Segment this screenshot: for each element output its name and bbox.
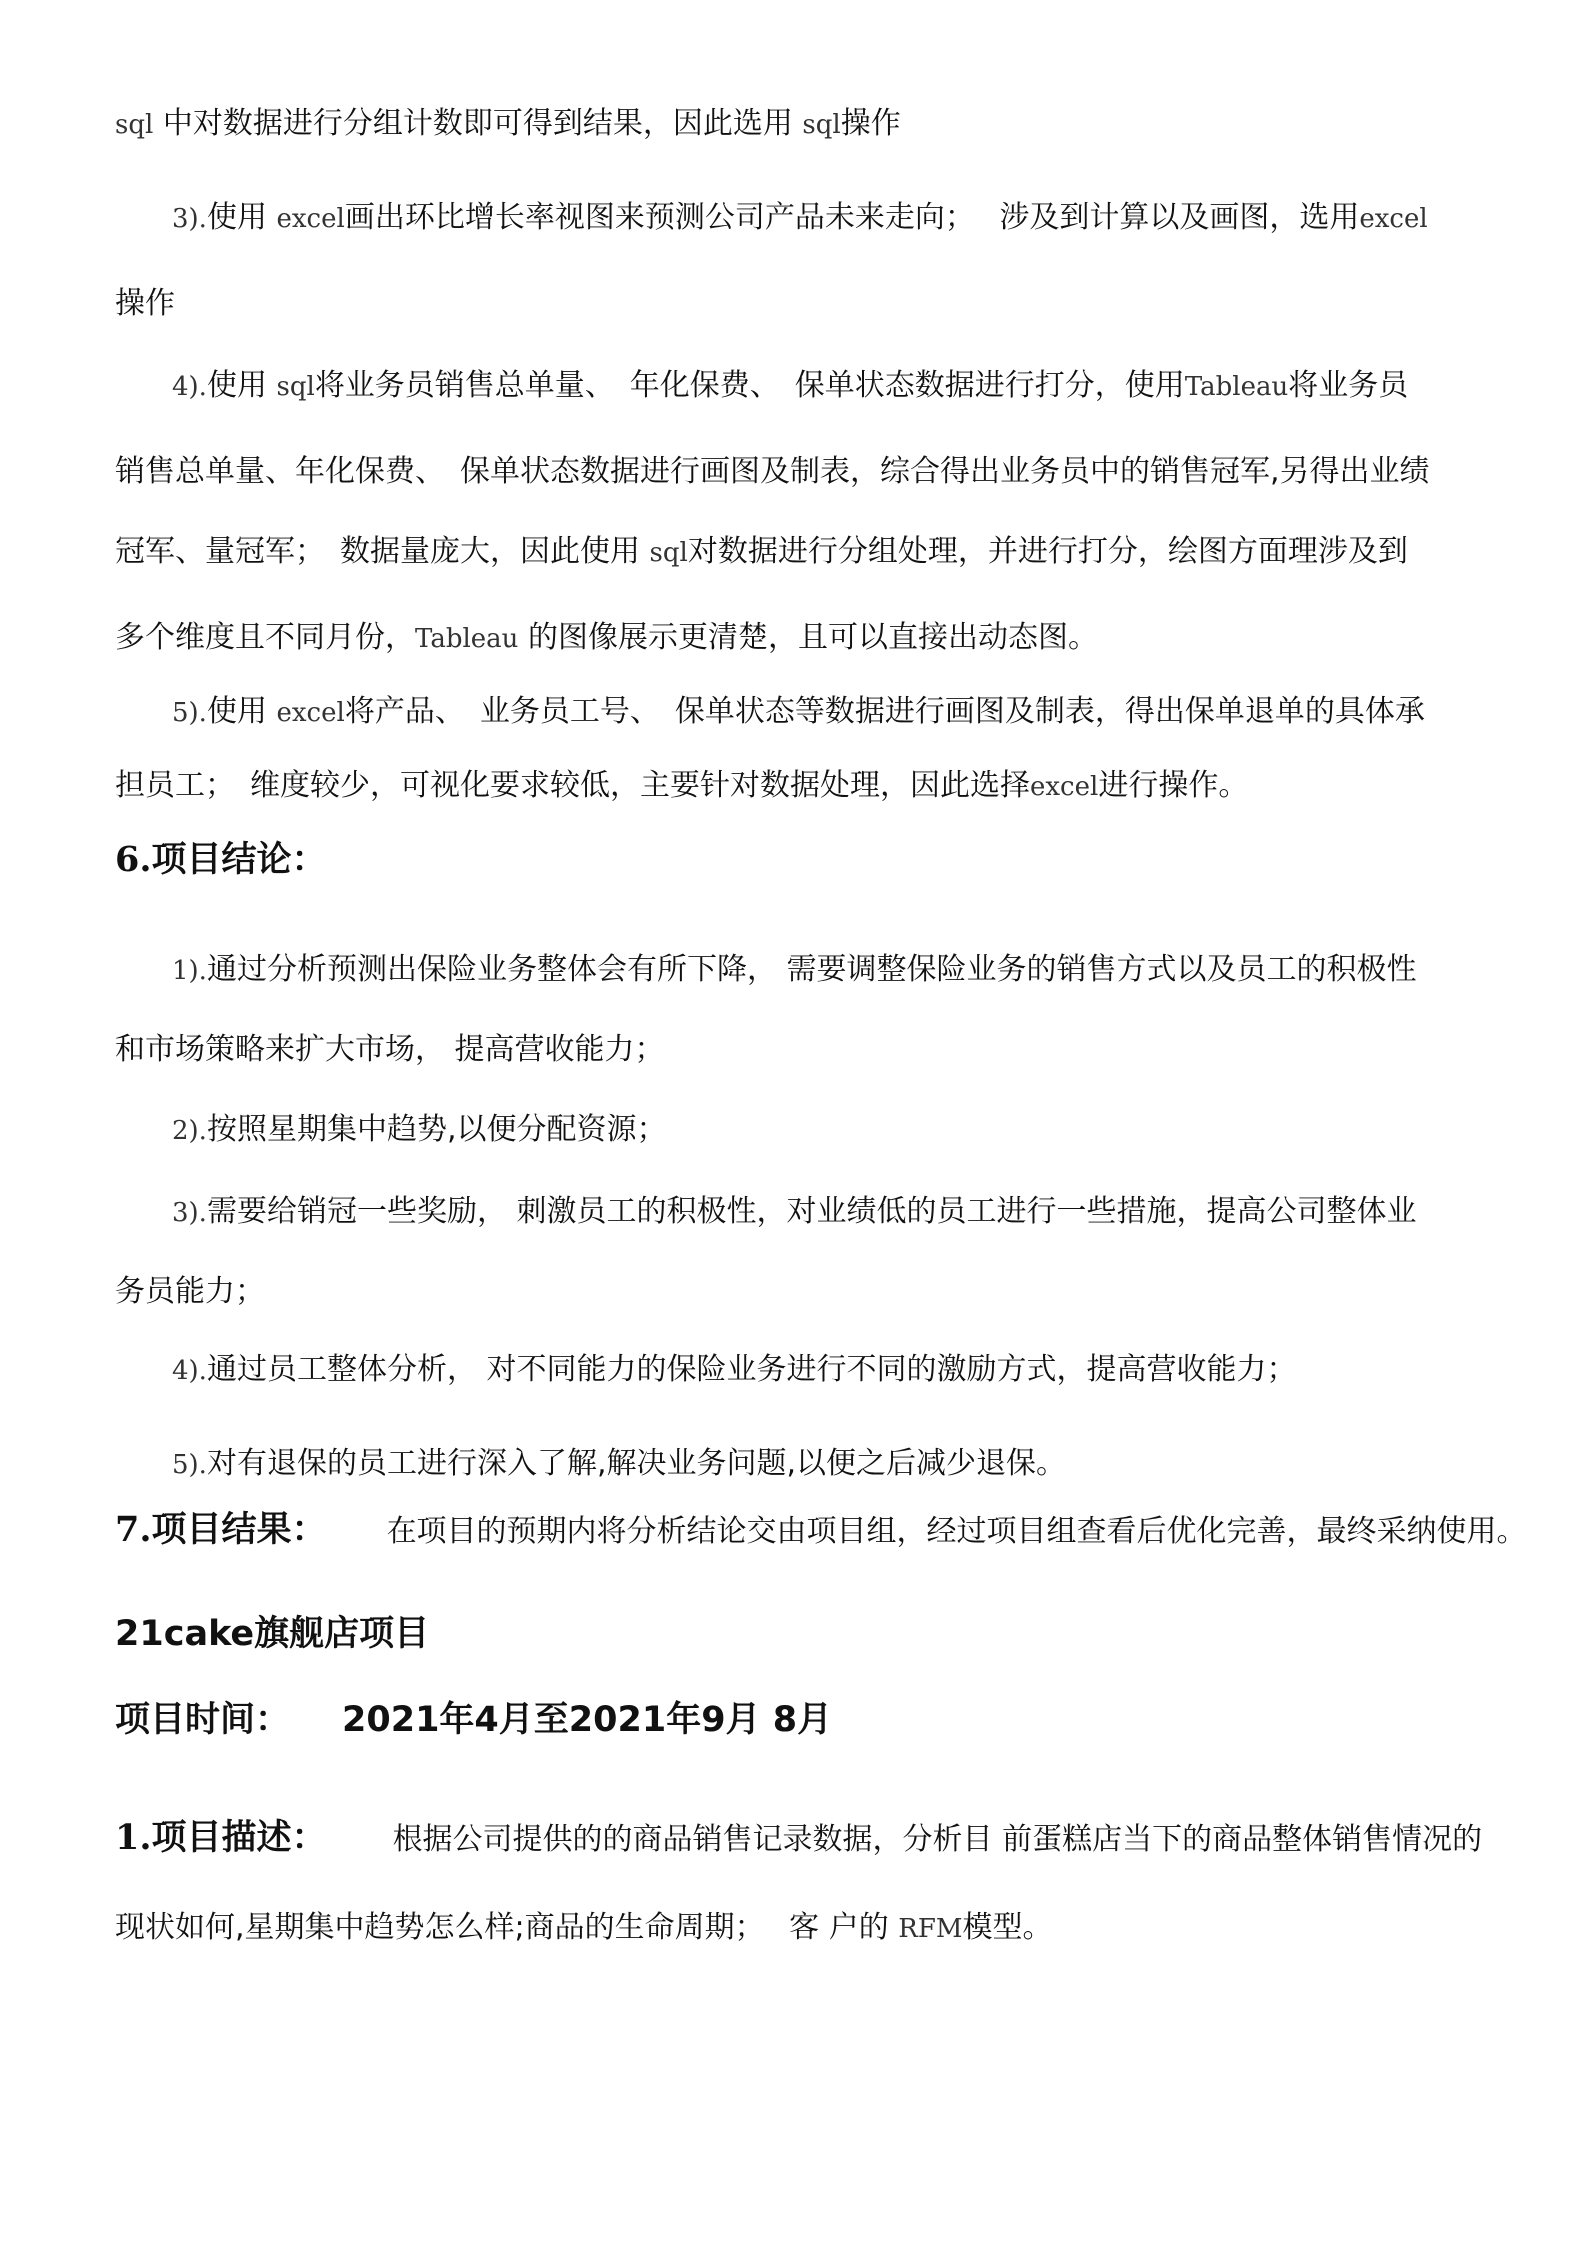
paragraph-line [115,452,1515,492]
item-number: 1). [172,956,207,986]
code-term: sql [649,538,688,568]
text: 通过员工整体分析， 对不同能力的保险业务进行不同的激励方式，提高营收能力； [206,1352,1297,1387]
text: 对有退保的员工进行深入了解,解决业务问题,以便之后减少退保。 [206,1446,1067,1481]
list-item [172,1192,1572,1233]
text: 的图像展示更清楚，且可以直接出动态图。 [518,620,1098,655]
code-term: sql [115,110,154,140]
list-item [172,1444,1572,1485]
code-term: Tableau [415,624,519,654]
heading-number: 1. [115,1817,152,1858]
text: 中对数据进行分组计数即可得到结果，因此选用 [153,106,803,141]
list-item [172,1350,1572,1391]
paragraph-line [115,618,1515,659]
paragraph-line [115,104,1515,145]
heading-number: 7. [115,1509,152,1550]
paragraph-line [115,284,1515,324]
section-heading [115,1818,1515,1860]
code-term: excel [276,204,345,234]
paragraph-line [115,1908,1515,1949]
heading-title: 项目描述： [151,1818,327,1858]
time-label: 项目时间： [115,1700,291,1740]
list-item [172,198,1572,239]
text: 和市场策略来扩大市场， 提高营收能力； [115,1032,665,1067]
paragraph-line [115,532,1515,573]
item-number: 4). [172,1356,207,1386]
text: 使用 [206,200,277,235]
list-item [172,950,1572,991]
paragraph-line [115,1272,1515,1312]
time-value: 2021年4月至2021年9月 8月 [342,1700,833,1740]
text: 使用 [206,694,277,729]
text: 需要给销冠一些奖励， 刺激员工的积极性，对业绩低的员工进行一些措施，提高公司整体业 [206,1194,1417,1229]
text: 现状如何,星期集中趋势怎么样;商品的生命周期； 客 户的 [115,1910,899,1945]
project-title [115,1614,1515,1656]
paragraph-line [115,1030,1515,1070]
paragraph-line [115,766,1515,807]
text: 将产品、 业务员工号、 保单状态等数据进行画图及制表，得出保单退单的具体承 [344,694,1425,729]
item-number: 5). [172,1450,207,1480]
heading-title: 项目结论： [151,840,327,880]
code-term: excel [1030,772,1099,802]
text: 画出环比增长率视图来预测公司产品未来走向； 涉及到计算以及画图，选用 [344,200,1360,235]
list-item [172,692,1572,733]
text: 按照星期集中趋势,以便分配资源； [206,1112,667,1147]
code-term: RFM [898,1914,963,1944]
text: 将业务员销售总单量、 年化保费、 保单状态数据进行打分，使用 [314,368,1185,403]
text: 冠军、量冠军； 数据量庞大，因此使用 [115,534,650,569]
text: 使用 [206,368,277,403]
text: 根据公司提供的的商品销售记录数据，分析目 前蛋糕店当下的商品整体销售情况的 [392,1822,1483,1857]
heading-number: 6. [115,839,152,880]
section-heading [115,840,1515,882]
item-number: 3). [172,204,207,234]
project-name: 21cake旗舰店项目 [115,1614,430,1654]
item-number: 3). [172,1198,207,1228]
text: 操作 [115,286,175,321]
text: 将业务员 [1288,368,1409,403]
section-heading [115,1509,1527,1552]
text: 担员工； 维度较少，可视化要求较低，主要针对数据处理，因此选择 [115,768,1030,803]
item-number: 2). [172,1116,207,1146]
list-item [172,1110,1572,1151]
list-item [172,366,1572,407]
text: 多个维度且不同月份， [115,620,415,655]
text: 销售总单量、年化保费、 保单状态数据进行画图及制表，综合得出业务员中的销售冠军,另得出业绩 [115,454,1430,489]
item-number: 5). [172,698,207,728]
heading-title: 项目结果： [151,1510,327,1550]
code-term: sql [802,110,841,140]
code-term: Tableau [1184,372,1289,402]
item-number: 4). [172,372,207,402]
text: 进行操作。 [1098,768,1249,803]
code-term: excel [276,698,345,728]
text: 务员能力； [115,1274,265,1309]
text: 通过分析预测出保险业务整体会有所下降， 需要调整保险业务的销售方式以及员工的积极性 [206,952,1417,987]
code-term: excel [1359,204,1428,234]
text: 在项目的预期内将分析结论交由项目组，经过项目组查看后优化完善，最终采纳使用。 [386,1514,1527,1549]
text: 对数据进行分组处理，并进行打分，绘图方面理涉及到 [687,534,1408,569]
text: 模型。 [962,1910,1053,1945]
code-term: sql [276,372,315,402]
project-time [115,1700,1515,1742]
text: 操作 [840,106,901,141]
